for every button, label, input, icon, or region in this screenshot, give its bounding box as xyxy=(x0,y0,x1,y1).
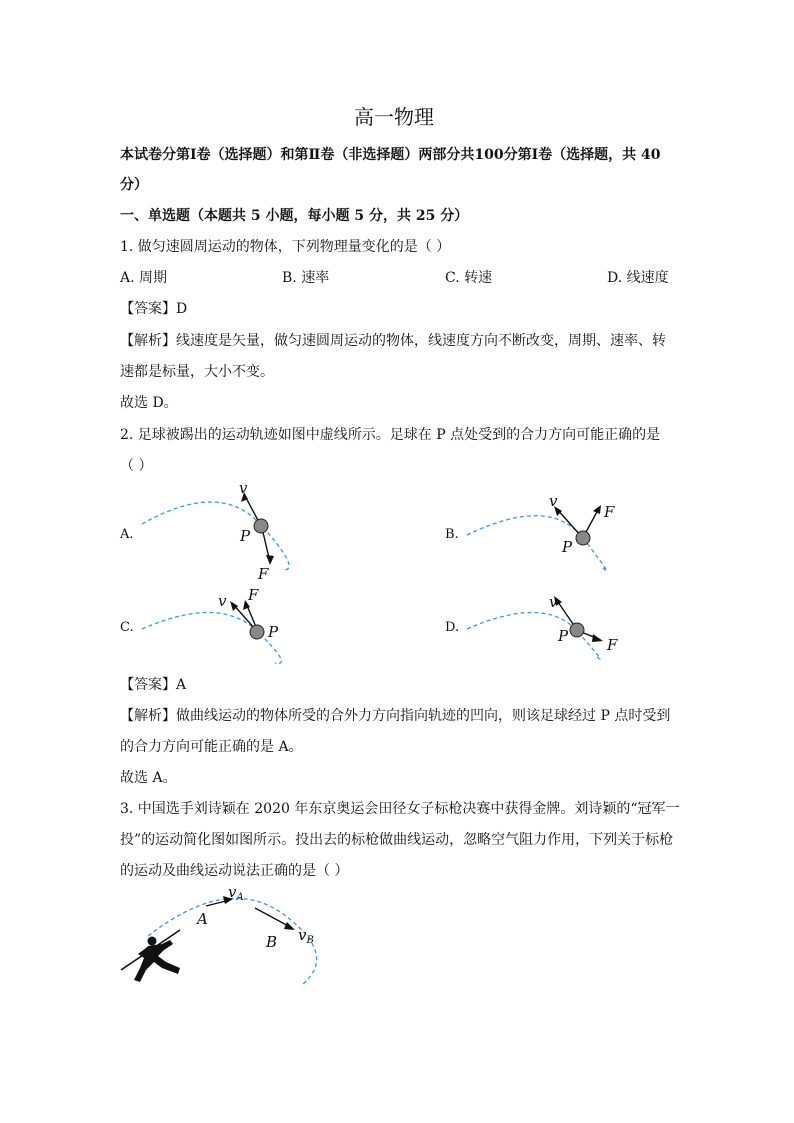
q1-option-a: A. 周期 xyxy=(120,270,168,286)
ball-icon xyxy=(254,519,268,533)
option-label: A. xyxy=(120,527,134,542)
q1-option-c: C. 转速 xyxy=(445,270,493,286)
figure-option-c xyxy=(110,585,310,670)
answer-value: D xyxy=(176,301,188,317)
analysis-tag: 【解析】 xyxy=(120,708,176,724)
intro-line-2: 分） xyxy=(120,177,148,193)
intro-line-1: 本试卷分第Ⅰ卷（选择题）和第Ⅱ卷（非选择题）两部分共100分第Ⅰ卷（选择题，共 40 xyxy=(120,147,661,163)
figure-option-d xyxy=(435,585,635,670)
answer-tag: 【答案】 xyxy=(120,677,176,693)
trajectory-curve xyxy=(142,502,289,570)
force-arrowhead xyxy=(593,505,601,514)
point-label: P xyxy=(558,627,569,645)
answer-value: A xyxy=(176,677,187,693)
q2-analysis-line-1 xyxy=(120,706,670,726)
point-b-label: B xyxy=(266,933,278,951)
figure-option-b xyxy=(435,490,635,580)
point-label: P xyxy=(240,527,251,545)
q1-analysis-line-1 xyxy=(120,331,666,351)
figure-option-a xyxy=(110,480,310,585)
q2-stem-line-1: 2. 足球被踢出的运动轨迹如图中虚线所示。足球在 P 点处受到的合力方向可能正确的是 xyxy=(120,427,661,443)
velocity-label: v xyxy=(218,592,227,610)
velocity-label: v xyxy=(549,593,558,611)
velocity-arrowhead xyxy=(230,601,238,611)
q3-stem-line-2: 投”的运动简化图如图所示。投出去的标枪做曲线运动，忽略空气阻力作用，下列关于标枪 xyxy=(120,832,674,848)
force-label: F xyxy=(604,503,615,521)
q1-conclusion: 故选 D。 xyxy=(120,395,178,411)
velocity-label: v xyxy=(239,479,248,497)
velocity-a-label: $v_A$ xyxy=(228,883,244,903)
option-label: C. xyxy=(120,620,134,635)
q2-analysis-line-2: 的合力方向可能正确的是 A。 xyxy=(120,739,303,755)
page-title: 高一物理 xyxy=(354,105,434,129)
ball-icon xyxy=(570,623,584,637)
force-arrowhead xyxy=(266,555,274,565)
analysis-text: 线速度是矢量，做匀速圆周运动的物体，线速度方向不断改变，周期、速率、转 xyxy=(176,333,666,349)
section-heading: 一、单选题（本题共 5 小题，每小题 5 分，共 25 分） xyxy=(120,208,469,224)
q1-option-d: D. 线速度 xyxy=(607,270,669,286)
force-label: F xyxy=(258,565,269,583)
force-label: F xyxy=(607,636,618,654)
analysis-text: 做曲线运动的物体所受的合外力方向指向轨迹的凹向，则该足球经过 P 点时受到 xyxy=(176,708,671,724)
q2-conclusion: 故选 A。 xyxy=(120,770,177,786)
option-label: B. xyxy=(445,527,459,542)
force-arrowhead xyxy=(592,634,603,642)
point-label: P xyxy=(562,538,573,556)
velocity-label: v xyxy=(549,492,558,510)
option-label: D. xyxy=(445,620,460,635)
ball-icon xyxy=(250,625,264,639)
q1-analysis-line-2: 速都是标量，大小不变。 xyxy=(120,364,274,380)
q1-option-b: B. 速率 xyxy=(282,270,330,286)
q2-answer-line xyxy=(120,675,186,695)
q1-stem: 1. 做匀速圆周运动的物体，下列物理量变化的是（ ） xyxy=(120,239,451,255)
answer-tag: 【答案】 xyxy=(120,301,176,317)
q2-stem-line-2: （ ） xyxy=(120,458,153,474)
q3-stem-line-3: 的运动及曲线运动说法正确的是（ ） xyxy=(120,863,349,879)
point-a-label: A xyxy=(197,910,208,928)
javelin-figure xyxy=(118,884,328,989)
velocity-b-label: $v_B$ xyxy=(298,926,314,946)
velocity-b-arrowhead xyxy=(284,922,295,930)
force-label: F xyxy=(248,586,259,604)
javelin-thrower-icon xyxy=(121,930,180,982)
ball-icon xyxy=(576,531,590,545)
analysis-tag: 【解析】 xyxy=(120,333,176,349)
q3-stem-line-1: 3. 中国选手刘诗颖在 2020 年东京奥运会田径女子标枪决赛中获得金牌。刘诗颖的“冠军一 xyxy=(120,801,680,817)
q1-answer-line xyxy=(120,299,187,319)
point-label: P xyxy=(268,623,279,641)
